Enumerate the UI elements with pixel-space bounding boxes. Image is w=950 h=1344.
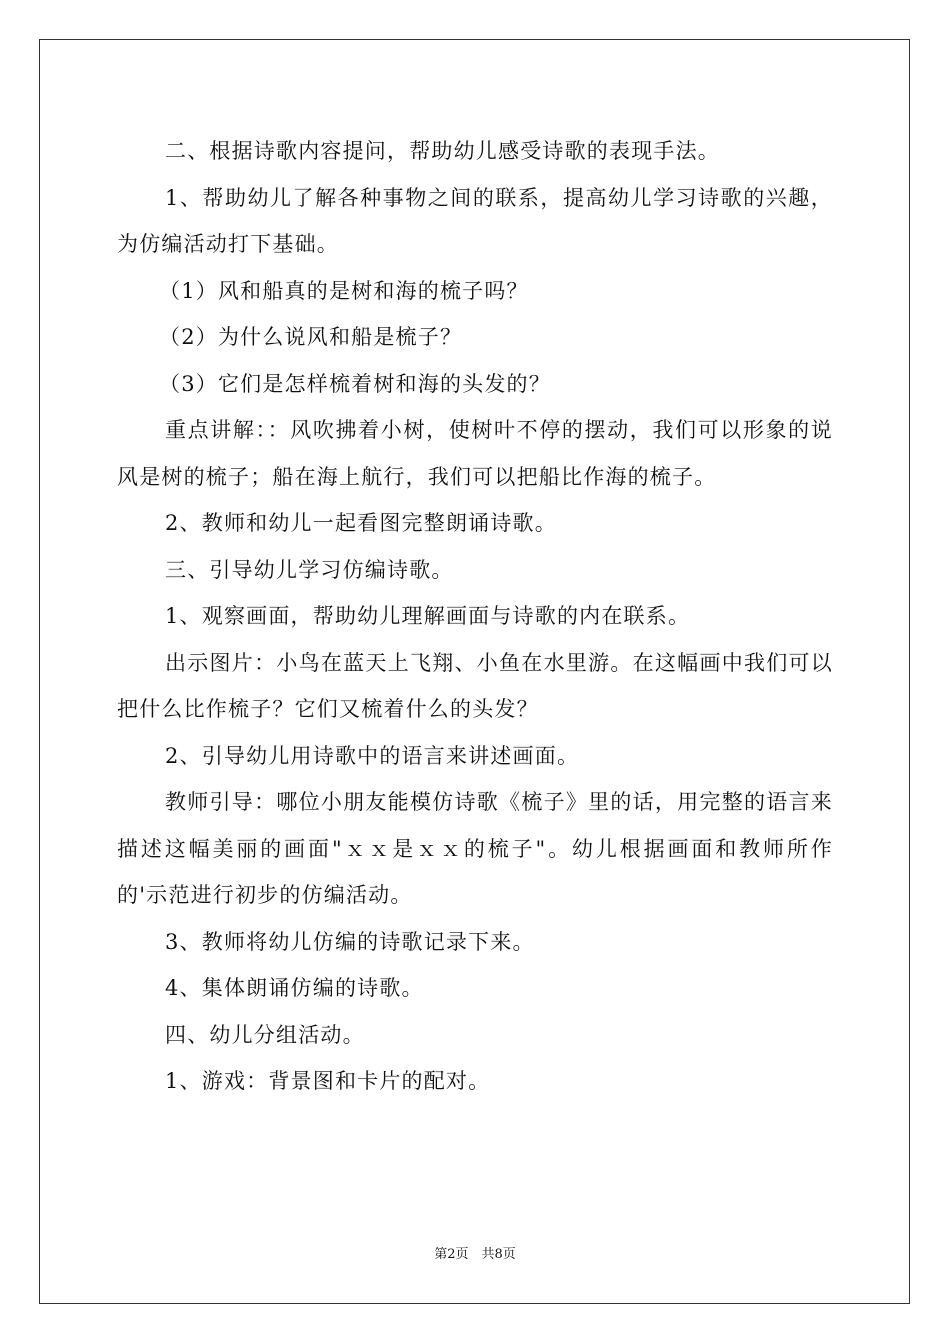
paragraph-guide-language: 2、引导幼儿用诗歌中的语言来讲述画面。 bbox=[165, 743, 580, 768]
paragraph-teacher-guide: 教师引导：哪位小朋友能模仿诗歌《梳子》里的话，用完整的语言来描述这幅美丽的画面"ｘｘ是ｘｘ的梳子"。幼儿根据画面和教师所作的'示范进行初步的仿编活动。 bbox=[117, 790, 833, 907]
document-body bbox=[117, 128, 833, 1105]
paragraph-recite: 4、集体朗诵仿编的诗歌。 bbox=[165, 976, 424, 1000]
paragraph-section-2-heading: 二、根据诗歌内容提问，帮助幼儿感受诗歌的表现手法。 bbox=[165, 139, 720, 163]
paragraph-observe: 1、观察画面，帮助幼儿理解画面与诗歌的内在联系。 bbox=[165, 604, 691, 628]
paragraph-item-2: 2、教师和幼儿一起看图完整朗诵诗歌。 bbox=[165, 511, 557, 535]
paragraph-section-4-heading: 四、幼儿分组活动。 bbox=[165, 1022, 365, 1047]
paragraph-record: 3、教师将幼儿仿编的诗歌记录下来。 bbox=[165, 929, 535, 954]
paragraph-show-picture: 出示图片：小鸟在蓝天上飞翔、小鱼在水里游。在这幅画中我们可以把什么比作梳子？它们又梳着什么的头发？ bbox=[117, 650, 833, 721]
paragraph-section-3-heading: 三、引导幼儿学习仿编诗歌。 bbox=[165, 557, 454, 582]
paragraph-question-1: （1）风和船真的是树和海的梳子吗？ bbox=[159, 278, 529, 303]
paragraph-key-points: 重点讲解：：风吹拂着小树，使树叶不停的摆动，我们可以形象的说风是树的梳子；船在海上航行，我们可以把船比作海的梳子。 bbox=[117, 418, 833, 489]
paragraph-item-1: 1、帮助幼儿了解各种事物之间的联系，提高幼儿学习诗歌的兴趣，为仿编活动打下基础。 bbox=[117, 185, 833, 256]
page-number-footer: 第2页 共8页 bbox=[434, 1247, 516, 1262]
paragraph-question-3: （3）它们是怎样梳着树和海的头发的？ bbox=[159, 371, 551, 396]
paragraph-question-2: （2）为什么说风和船是梳子？ bbox=[159, 325, 463, 349]
paragraph-game: 1、游戏：背景图和卡片的配对。 bbox=[165, 1069, 491, 1093]
